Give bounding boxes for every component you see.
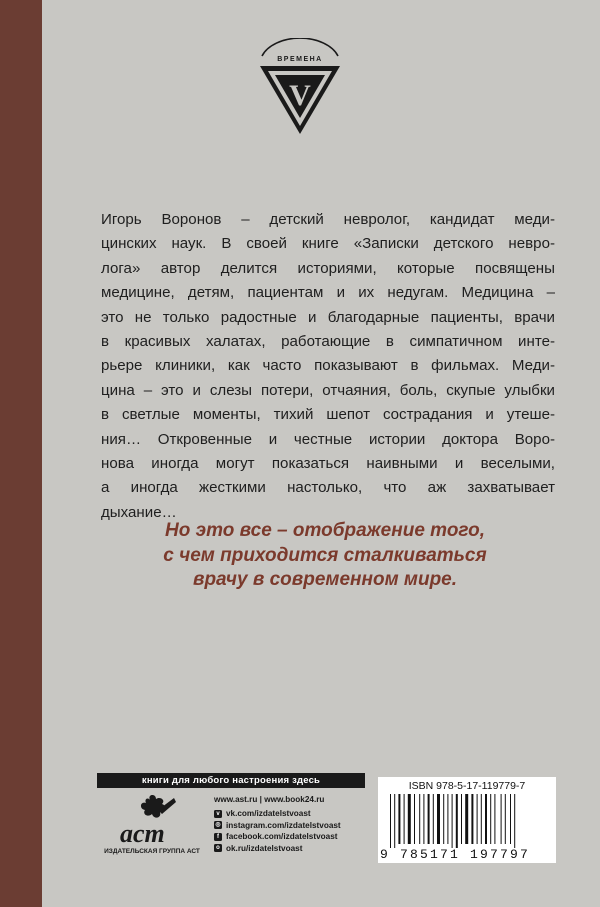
barcode-bar — [404, 794, 405, 844]
barcode-bar — [465, 794, 468, 844]
logo-arc-text: ВРЕМЕНА — [277, 56, 323, 63]
social-link-vk[interactable] — [214, 808, 341, 820]
social-link-text: ok.ru/izdatelstvoast — [226, 843, 303, 853]
annotation-line: рьере клиники, как часто показывают в фильмах. Меди- — [101, 357, 555, 375]
barcode-bar — [447, 794, 448, 844]
annotation-line: медицине, детям, пациентам и их недугам. Медицина – — [101, 284, 555, 302]
annotation-line: это не только радостные и благодарные пациенты, врачи — [101, 308, 555, 326]
publisher-slogan: книги для любого настроения здесь — [97, 773, 365, 788]
social-link-instagram[interactable] — [214, 820, 341, 832]
barcode-bar — [485, 794, 487, 844]
barcode-bar — [471, 794, 473, 844]
annotation-line: в красивых халатах, работающие в симпатичном инте- — [101, 333, 555, 351]
barcode-bar — [398, 794, 400, 844]
annotation-line: цина – это и слезы потери, отчаяния, боль, скупые улыбки — [101, 381, 555, 399]
logo-letter: V — [289, 79, 311, 112]
facebook-icon: f — [214, 833, 222, 841]
quote-line: с чем приходится сталкиваться — [163, 544, 487, 566]
publisher-websites[interactable]: www.ast.ru | www.book24.ru — [214, 795, 325, 804]
social-link-text: vk.com/izdatelstvoast — [226, 809, 311, 819]
barcode-bar — [428, 794, 430, 844]
quote-line: Но это все – отображение того, — [165, 520, 485, 541]
annotation-line: цинских наук. В своей книге «Записки детского невро- — [101, 235, 555, 253]
pull-quote — [100, 519, 550, 593]
barcode-bar — [419, 794, 420, 844]
barcode-bar — [437, 794, 440, 844]
vk-icon: v — [214, 810, 222, 818]
odnoklassniki-icon: o — [214, 844, 222, 852]
social-link-facebook[interactable] — [214, 831, 341, 843]
barcode-bar — [408, 794, 411, 844]
barcode-bar — [481, 794, 482, 844]
barcode-bar — [505, 794, 506, 844]
barcode-bar — [433, 794, 434, 844]
barcode-bar — [514, 794, 515, 848]
isbn-barcode-box — [378, 777, 556, 863]
annotation-line: лога» автор делится историями, которые посвящены — [101, 259, 555, 277]
annotation-line: а иногда жесткими настолько, что аж захватывает — [101, 479, 555, 497]
barcode-bar — [501, 794, 502, 844]
barcode-bar — [477, 794, 478, 844]
barcode-bar — [423, 794, 424, 844]
publisher-caption: ИЗДАТЕЛЬСКАЯ ГРУППА АСТ — [104, 848, 200, 855]
ast-logo-text: аст — [120, 819, 165, 846]
ast-logo — [114, 794, 190, 846]
annotation-line: в светлые моменты, тихий шепот сострадания и утеше- — [101, 406, 555, 424]
barcode-bar — [394, 794, 395, 848]
annotation-line: дыхание… — [101, 503, 177, 521]
annotation-line: Игорь Воронов – детский невролог, кандидат меди- — [101, 211, 555, 228]
barcode-bar — [390, 794, 391, 848]
publisher-contacts — [214, 795, 341, 854]
annotation-line: ния… Откровенные и честные истории доктора Воро- — [101, 430, 555, 448]
barcode-bar — [461, 794, 462, 844]
vremena-logo — [258, 38, 342, 138]
isbn-label: ISBN 978-5-17-119779-7 — [408, 780, 526, 792]
barcode-bar — [510, 794, 511, 844]
social-link-text: facebook.com/izdatelstvoast — [226, 832, 338, 842]
instagram-icon: ◎ — [215, 822, 221, 829]
barcode-bar — [456, 794, 458, 848]
barcode-bar — [490, 794, 491, 844]
book-spine — [0, 0, 42, 907]
barcode — [384, 794, 550, 850]
barcode-bar — [494, 794, 495, 844]
quote-line: врачу в современном мире. — [192, 569, 458, 590]
barcode-bar — [414, 794, 415, 844]
barcode-digits: 9 785171 197797 — [380, 847, 531, 862]
barcode-bar — [443, 794, 444, 844]
social-link-odnoklassniki[interactable] — [214, 843, 341, 855]
book-annotation — [101, 208, 555, 525]
annotation-line: нова иногда могут показаться наивными и веселыми, — [101, 455, 555, 473]
barcode-bar — [452, 794, 453, 848]
social-link-text: instagram.com/izdatelstvoast — [226, 820, 341, 830]
